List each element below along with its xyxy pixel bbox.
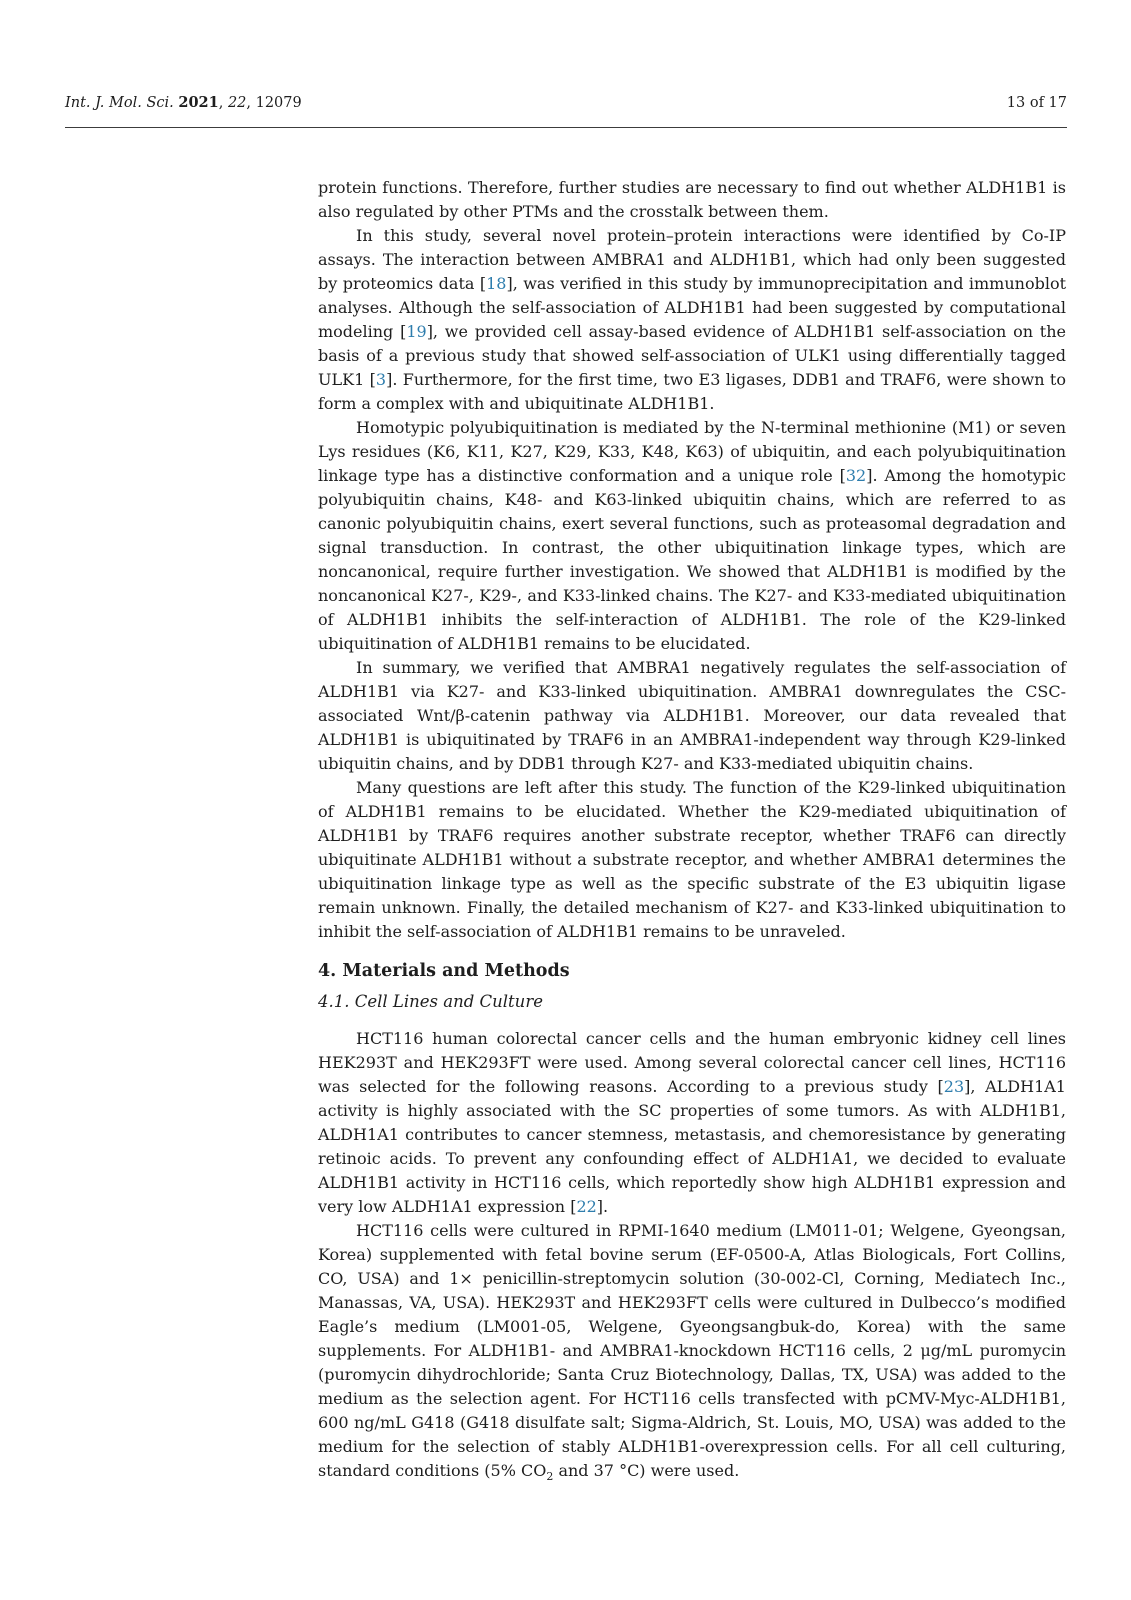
citation-ref[interactable]: 19: [406, 322, 427, 341]
section-heading: 4. Materials and Methods: [318, 961, 570, 981]
text-run: ], was verified in this study by immunoprecipitation and immunoblot analyses. Although the self-association of ALDH1B1 had been suggested by computational modeling [: [318, 274, 1067, 341]
paragraph: [318, 656, 1066, 776]
text-run: ].: [596, 1197, 609, 1216]
text-run: HCT116 cells were cultured in RPMI-1640 medium (LM011-01; Welgene, Gyeongsan, Korea) supplemented with fetal bovine serum (EF-0500-A, Atlas Biologicals, Fort Collins, CO, USA) and 1× penicillin-streptomycin solution (30-002-Cl, Corning, Mediatech Inc., Manassas, VA, USA). HEK293T and HEK293FT cells were cultured in Dulbecco’s modified Eagle’s medium (LM001-05, Welgene, Gyeongsangbuk-do, Korea) with the same supplements. For ALDH1B1- and AMBRA1-knockdown HCT116 cells, 2 μg/mL puromycin (puromycin dihydrochloride; Santa Cruz Biotechnology, Dallas, TX, USA) was added to the medium as the selection agent. For HCT116 cells transfected with pCMV-Myc-ALDH1B1, 600 ng/mL G418 (G418 disulfate salt; Sigma-Aldrich, St. Louis, MO, USA) was added to the medium for the selection of stably ALDH1B1-overexpression cells. For all cell culturing, standard conditions (5% CO: [318, 1221, 1066, 1480]
text-run: Int. J. Mol. Sci.: [65, 95, 179, 111]
text-run: 2021: [178, 94, 219, 111]
text-run: , 12079: [246, 95, 302, 111]
subscript-text: 2: [546, 1470, 554, 1484]
paragraph: [318, 1219, 1066, 1483]
text-run: In summary, we verified that AMBRA1 negatively regulates the self-association of ALDH1B1 via K27- and K33-linked ubiquitination. AMBRA1 downregulates the CSC-associated Wnt/β-catenin pathway via ALDH1B1. Moreover, our data revealed that ALDH1B1 is ubiquitinated by TRAF6 in an AMBRA1-independent way through K29-linked ubiquitin chains, and by DDB1 through K27- and K33-mediated ubiquitin chains.: [318, 658, 1066, 773]
text-run: 22: [227, 95, 247, 111]
text-run: ], we provided cell assay-based evidence of ALDH1B1 self-association on the basis of a previous study that showed self-association of ULK1 using differentially tagged ULK1 [: [318, 322, 1067, 389]
page-number: 13 of 17: [1006, 95, 1067, 111]
text-run: In this study, several novel protein–protein interactions were identified by Co-IP assays. The interaction between AMBRA1 and ALDH1B1, which had only been suggested by proteomics data [: [318, 226, 1066, 293]
paragraph: [318, 1027, 1066, 1219]
text-run: Homotypic polyubiquitination is mediated by the N-terminal methionine (M1) or seven Lys residues (K6, K11, K27, K29, K33, K48, K63) of ubiquitin, and each polyubiquitination linkage type has a distinctive conformation and a unique role [: [318, 418, 1066, 485]
header-rule: [65, 127, 1067, 128]
citation-ref[interactable]: 3: [375, 370, 387, 389]
text-run: and 37 °C) were used.: [553, 1461, 740, 1480]
text-run: ,: [218, 95, 228, 111]
citation-ref[interactable]: 22: [576, 1197, 597, 1216]
text-run: ], ALDH1A1 activity is highly associated with the SC properties of some tumors. As with ALDH1B1, ALDH1A1 contributes to cancer stemness, metastasis, and chemoresistance by generating retinoic acids. To prevent any confounding effect of ALDH1A1, we decided to evaluate ALDH1B1 activity in HCT116 cells, which reportedly show high ALDH1B1 expression and very low ALDH1A1 expression [: [318, 1077, 1066, 1216]
running-head: [65, 94, 1067, 111]
text-run: HCT116 human colorectal cancer cells and the human embryonic kidney cell lines HEK293T and HEK293FT were used. Among several colorectal cancer cell lines, HCT116 was selected for the following reasons. According to a previous study [: [318, 1029, 1066, 1096]
subsection-heading: 4.1. Cell Lines and Culture: [318, 992, 543, 1011]
paragraph: [318, 416, 1066, 656]
paragraph: [318, 776, 1066, 944]
text-run: ]. Among the homotypic polyubiquitin chains, K48- and K63-linked ubiquitin chains, which are referred to as canonic polyubiquitin chains, exert several functions, such as proteasomal degradation and signal transduction. In contrast, the other ubiquitination linkage types, which are noncanonical, require further investigation. We showed that ALDH1B1 is modified by the noncanonical K27-, K29-, and K33-linked chains. The K27- and K33-mediated ubiquitination of ALDH1B1 inhibits the self-interaction of ALDH1B1. The role of the K29-linked ubiquitination of ALDH1B1 remains to be elucidated.: [318, 466, 1067, 653]
text-run: Many questions are left after this study. The function of the K29-linked ubiquitination of ALDH1B1 remains to be elucidated. Whether the K29-mediated ubiquitination of ALDH1B1 by TRAF6 requires another substrate receptor, whether TRAF6 can directly ubiquitinate ALDH1B1 without a substrate receptor, and whether AMBRA1 determines the ubiquitination linkage type as well as the specific substrate of the E3 ubiquitin ligase remain unknown. Finally, the detailed mechanism of K27- and K33-linked ubiquitination to inhibit the self-association of ALDH1B1 remains to be unraveled.: [318, 778, 1066, 941]
citation-ref[interactable]: 32: [845, 466, 867, 485]
journal-citation: [65, 94, 302, 111]
citation-ref[interactable]: 23: [943, 1077, 965, 1096]
text-run: protein functions. Therefore, further studies are necessary to find out whether ALDH1B1 is also regulated by other PTMs and the crosstalk between them.: [318, 178, 1066, 221]
text-run: ]. Furthermore, for the first time, two E3 ligases, DDB1 and TRAF6, were shown to form a complex with and ubiquitinate ALDH1B1.: [318, 370, 1066, 413]
page-body: [318, 176, 1066, 1483]
paragraph: [318, 224, 1066, 416]
citation-ref[interactable]: 18: [486, 274, 507, 293]
paragraph: [318, 176, 1066, 224]
